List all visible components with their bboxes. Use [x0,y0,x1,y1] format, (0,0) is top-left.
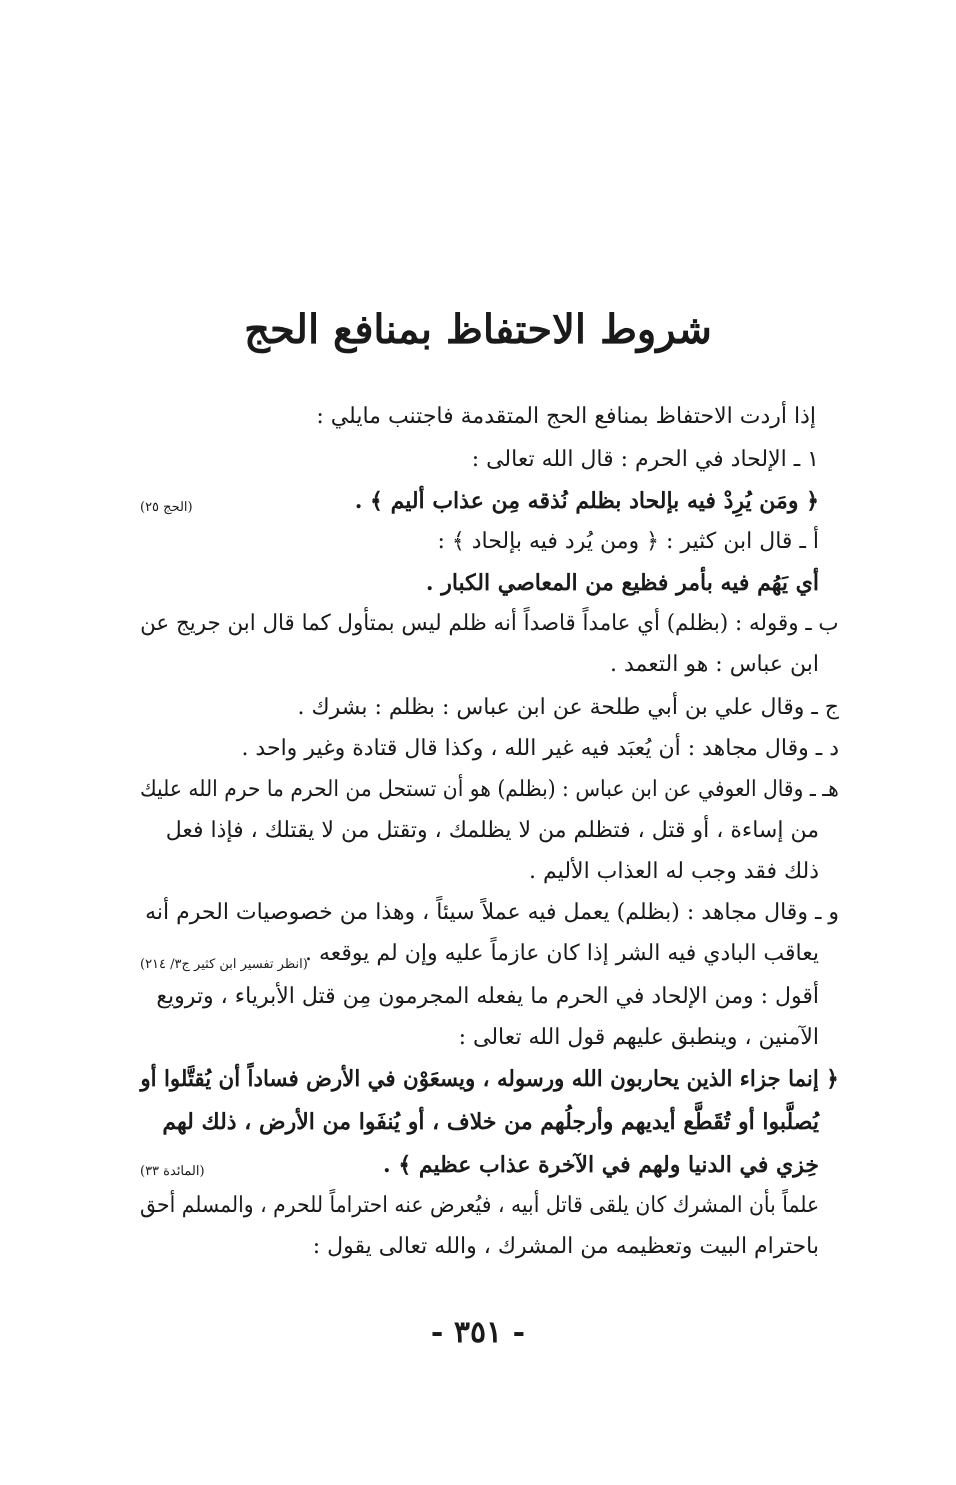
text-line: ابن عباس : هو التعمد . [610,652,819,677]
quran-verse-line: ﴿ ومَن يُرِدْ فيه بإلحاد بظلم نُذقه مِن عذاب أليم ﴾ . [354,488,819,514]
text-line: يعاقب البادي فيه الشر إذا كان عازماً عليه وإن لم يوقعه . [305,941,819,966]
text-line: الآمنين ، وينطبق عليهم قول الله تعالى : [458,1025,819,1050]
page-title: شروط الاحتفاظ بمنافع الحج [244,306,712,353]
text-line: ذلك فقد وجب له العذاب الأليم . [529,859,819,884]
text-line: هـ ـ وقال العوفي عن ابن عباس : (بظلم) هو أن تستحل من الحرم ما حرم الله عليك [140,777,839,802]
source-reference: (انظر تفسير ابن كثير ج٣/ ٢١٤) [140,957,308,972]
quran-verse-line: خِزي في الدنيا ولهم في الآخرة عذاب عظيم ﴾ . [383,1152,819,1178]
text-line: أ ـ قال ابن كثير : ﴿ ومن يُرد فيه بإلحاد ﴾ : [437,529,819,554]
text-line: علماً بأن المشرك كان يلقى قاتل أبيه ، فيُعرض عنه احتراماً للحرم ، والمسلم أحق [139,1193,819,1218]
text-line: إذا أردت الاحتفاظ بمنافع الحج المتقدمة فاجتنب مايلي : [316,404,816,429]
quran-verse-line: ﴿ إنما جزاء الذين يحاربون الله ورسوله ، ويسعَوْن في الأرض فساداً أن يُقتَّلوا أو [140,1066,839,1092]
text-line: ج ـ وقال علي بن أبي طلحة عن ابن عباس : بظلم : بشرك . [297,695,839,720]
text-line: و ـ وقال مجاهد : (بظلم) يعمل فيه عملاً سيئاً ، وهذا من خصوصيات الحرم أنه [145,900,839,925]
text-line: ب ـ وقوله : (بظلم) أي عامداً قاصداً أنه ظلم ليس بمتأول كما قال ابن جريج عن [140,611,839,636]
text-line: أقول : ومن الإلحاد في الحرم ما يفعله المجرمون مِن قتل الأبرياء ، وترويع [156,984,819,1009]
text-line: باحترام البيت وتعظيمه من المشرك ، والله تعالى يقول : [312,1234,819,1259]
text-line: ١ ـ الإلحاد في الحرم : قال الله تعالى : [471,447,819,472]
text-line: أي يَهُم فيه بأمر فظيع من المعاصي الكبار . [425,570,819,596]
text-line: د ـ وقال مجاهد : أن يُعبَد فيه غير الله ، وكذا قال قتادة وغير واحد . [241,736,839,761]
verse-reference: (المائدة ٣٣) [140,1164,205,1179]
quran-verse-line: يُصلَّبوا أو تُقَطَّع أيديهم وأرجلُهم من خلاف ، أو يُنفَوا من الأرض ، ذلك لهم [162,1109,819,1135]
text-line: من إساءة ، أو قتل ، فتظلم من لا يظلمك ، وتقتل من لا يقتلك ، فإذا فعل [165,818,819,843]
verse-reference: (الحج ٢٥) [140,500,193,515]
page-number: - ٣٥١ - [430,1315,526,1350]
